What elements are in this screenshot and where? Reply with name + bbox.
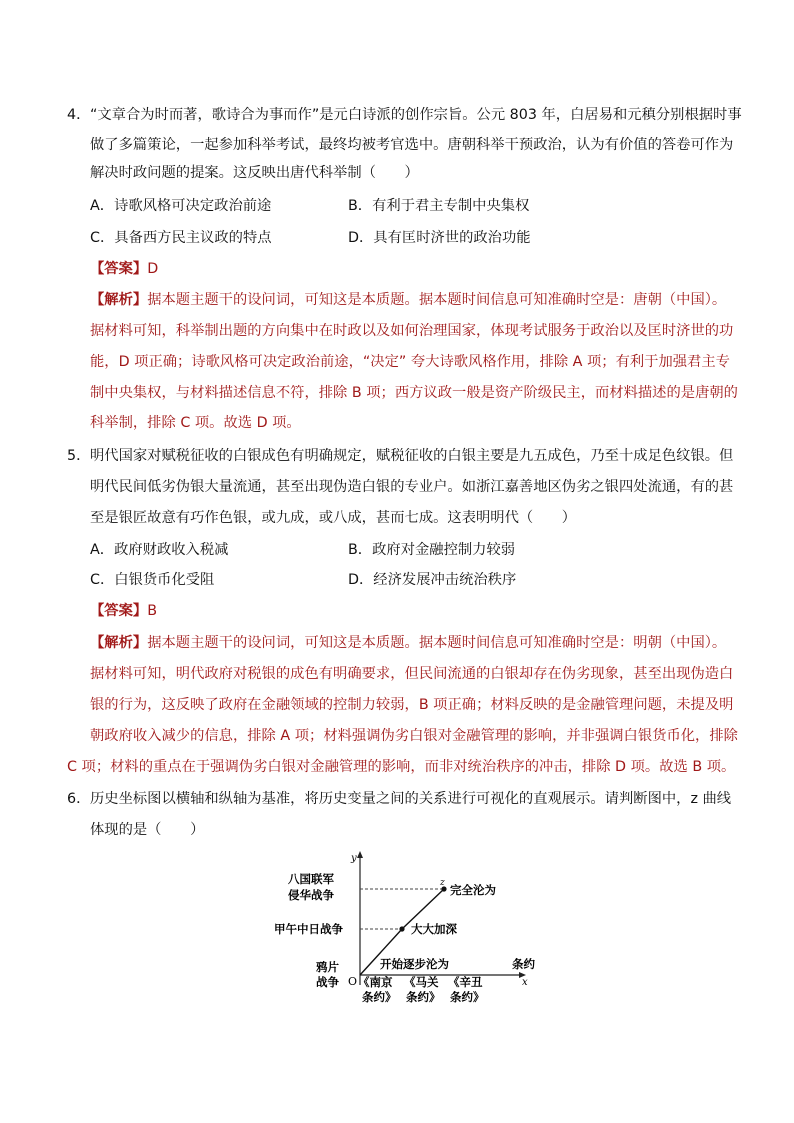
y-label-top-2: 侵华战争: [288, 888, 334, 902]
q4-stem-line-2: 做了多篇策论，一起参加科举考试，最终均被考官选中。唐朝科举干预政治，认为有价值的答卷可作为: [90, 137, 734, 153]
x-axis-title: 条约: [512, 957, 535, 971]
q4-option-c: C．具备西方民主议政的特点: [90, 230, 272, 246]
q5-stem-line-2: 明代民间低劣伪银大量流通，甚至出现伪造白银的专业户。如浙江嘉善地区伪劣之银四处流通，有的甚: [90, 479, 734, 495]
analysis-text: 据本题主题干的设问词，可知这是本质题。据本题时间信息可知准确时空是：明朝（中国）。: [147, 635, 727, 651]
q4-number: 4．: [67, 107, 91, 123]
q5-analysis-line-3: 银的行为，这反映了政府在金融领域的控制力较弱，B 项正确；材料反映的是金融管理问题，未提及明: [90, 697, 734, 713]
answer-value: B: [147, 603, 157, 619]
q5-option-a: A．政府财政收入税减: [90, 542, 229, 558]
q5-stem-line-3: 至是银匠故意有巧作色银，或九成，或八成，甚而七成。这表明明代（ ）: [90, 510, 577, 526]
q4-analysis-line-2: 据材料可知，科举制出题的方向集中在时政以及如何治理国家，体现考试服务于政治以及匡时济世的功: [90, 323, 734, 339]
curve-point-1: [399, 926, 404, 931]
q5-option-c: C．白银货币化受阻: [90, 572, 215, 588]
y-label-mid: 甲午中日战争: [274, 922, 343, 936]
annotation-complete: 完全沦为: [450, 883, 496, 897]
z-label: z: [440, 878, 445, 888]
x-label-nanjing-2: 条约》: [362, 990, 397, 1004]
y-axis-letter: y: [351, 853, 357, 864]
q5-analysis-line-1: [90, 633, 726, 653]
annotation-start: 开始逐步沦为: [380, 957, 449, 971]
origin-label: O: [348, 975, 358, 988]
y-label-bottom-1: 鸦片: [316, 960, 339, 974]
history-coordinate-figure: [260, 843, 560, 1013]
answer-label: 【答案】: [90, 261, 148, 277]
q6-stem-line-1: 历史坐标图以横轴和纵轴为基准，将历史变量之间的关系进行可视化的直观展示。请判断图中，z 曲线: [90, 791, 732, 807]
q4-analysis-line-3: 能，D 项正确；诗歌风格可决定政治前途，“决定” 夸大诗歌风格作用，排除 A 项；有利于加强君主专: [90, 354, 730, 370]
analysis-text: 据本题主题干的设问词，可知这是本质题。据本题时间信息可知准确时空是：唐朝（中国）。: [147, 292, 727, 308]
x-axis-letter: x: [522, 977, 528, 988]
q5-analysis-line-2: 据材料可知，明代政府对税银的成色有明确要求，但民间流通的白银却存在伪劣现象，甚至出现伪造白: [90, 666, 734, 682]
x-label-nanjing-1: 《南京: [358, 975, 393, 989]
y-label-top-1: 八国联军: [288, 872, 334, 886]
q4-analysis-line-1: [90, 290, 726, 310]
analysis-label: 【解析】: [90, 292, 148, 308]
x-label-maguan-1: 《马关: [404, 975, 439, 989]
q5-analysis-line-5: C 项；材料的重点在于强调伪劣白银对金融管理的影响，而非对统治秩序的冲击，排除 D 项。故选 B 项。: [67, 759, 736, 775]
answer-label: 【答案】: [90, 603, 148, 619]
answer-value: D: [147, 261, 159, 277]
q4-answer: [90, 259, 158, 279]
x-label-xinchou-1: 《辛丑: [448, 975, 483, 989]
q4-stem-line-3: 解决时政问题的提案。这反映出唐代科举制（ ）: [90, 165, 419, 181]
q5-number: 5．: [67, 448, 91, 464]
y-label-bottom-2: 战争: [316, 975, 339, 989]
annotation-deepen: 大大加深: [411, 922, 457, 936]
y-axis-arrow: [357, 851, 363, 858]
q5-option-b: B．政府对金融控制力较弱: [348, 542, 516, 558]
q4-option-a: A．诗歌风格可决定政治前途: [90, 198, 272, 214]
q6-number: 6．: [67, 791, 91, 807]
q6-stem-line-2: 体现的是（ ）: [90, 822, 205, 838]
q5-stem-line-1: 明代国家对赋税征收的白银成色有明确规定，赋税征收的白银主要是九五成色，乃至十成足色纹银。但: [90, 448, 734, 464]
q4-option-b: B．有利于君主专制中央集权: [348, 198, 530, 214]
q4-option-d: D．具有匡时济世的政治功能: [348, 230, 531, 246]
q5-analysis-line-4: 朝政府收入减少的信息，排除 A 项；材料强调伪劣白银对金融管理的影响，并非强调白银货币化，排除: [90, 728, 738, 744]
x-label-xinchou-2: 条约》: [450, 990, 485, 1004]
q5-option-d: D．经济发展冲击统治秩序: [348, 572, 517, 588]
q5-answer: [90, 601, 157, 621]
q4-analysis-line-5: 科举制，排除 C 项。故选 D 项。: [90, 415, 301, 431]
analysis-label: 【解析】: [90, 635, 148, 651]
x-label-maguan-2: 条约》: [406, 990, 441, 1004]
q4-stem-line-1: “文章合为时而著，歌诗合为事而作”是元白诗派的创作宗旨。公元 803 年，白居易和元稹分别根据时事: [90, 107, 742, 123]
q4-analysis-line-4: 制中央集权，与材料描述信息不符，排除 B 项；西方议政一般是资产阶级民主，而材料描述的是唐朝的: [90, 385, 738, 401]
